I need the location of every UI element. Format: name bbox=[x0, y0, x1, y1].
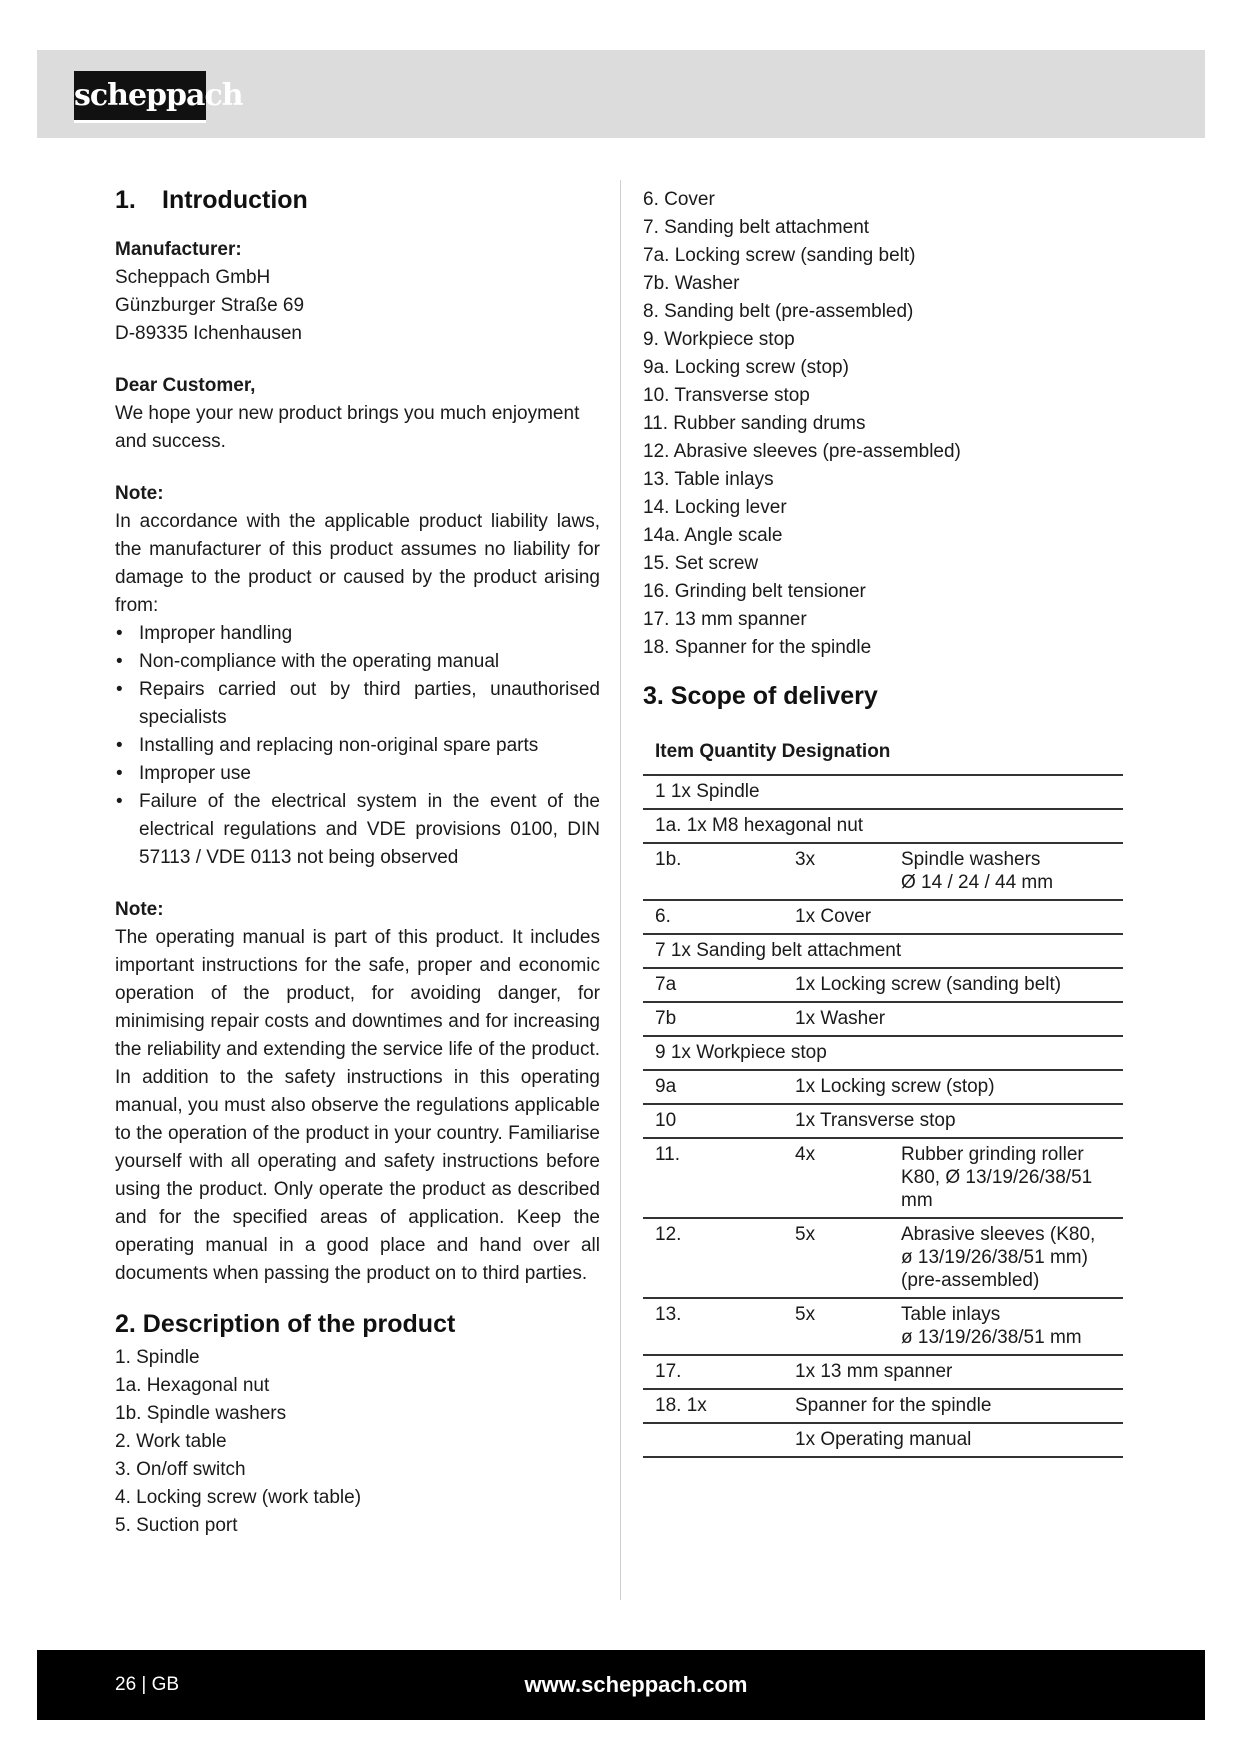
note-label: Note: bbox=[115, 899, 164, 920]
note-label: Note: bbox=[115, 483, 164, 504]
scope-table-header: Item Quantity Designation bbox=[643, 738, 1123, 776]
footer-bar bbox=[37, 1650, 1205, 1720]
product-parts-list-continued bbox=[643, 186, 1123, 662]
list-item: • Repairs carried out by third parties, unauthorised specialists bbox=[115, 676, 600, 732]
liability-note-text: In accordance with the applicable product liability laws, the manufacturer of this product assumes no liability for damage to the product or caused by the product arising from: bbox=[115, 511, 600, 616]
list-item: 12. Abrasive sleeves (pre-assembled) bbox=[643, 441, 961, 462]
list-item: 1. Spindle bbox=[115, 1347, 200, 1368]
operating-manual-note-text: The operating manual is part of this product. It includes important instructions for the safe, proper and economic operation of the product, for avoiding danger, for minimising repair costs and downtimes and for increasing the reliability and extending the service life of the product. In addition to the safety instructions in this operating manual, you must also observe the regulations applicable to the operation of the product in your country. Familiarise yourself with all operating and safety instructions before using the product. Only operate the product as described and for the specified areas of application. Keep the operating manual in a good place and hand over all documents when passing the product on to third parties. bbox=[115, 927, 600, 1284]
list-item: 1a. Hexagonal nut bbox=[115, 1375, 270, 1396]
column-divider bbox=[620, 180, 621, 1600]
section-1-heading: 1. Introduction bbox=[115, 186, 308, 214]
manufacturer-label: Manufacturer: bbox=[115, 239, 242, 260]
list-item: • Improper use bbox=[115, 760, 600, 788]
list-item: 7a. Locking screw (sanding belt) bbox=[643, 245, 916, 266]
list-item: • Failure of the electrical system in the event of the electrical regulations and VDE provisions 0100, DIN 57113 / VDE 0113 not being observed bbox=[115, 788, 600, 872]
table-row: 17. 1x 13 mm spanner bbox=[643, 1355, 1123, 1389]
table-row: 13. 5x Table inlays ø 13/19/26/38/51 mm bbox=[643, 1298, 1123, 1355]
list-item: 7. Sanding belt attachment bbox=[643, 217, 870, 238]
dear-customer-text: We hope your new product brings you much enjoyment and success. bbox=[115, 403, 580, 452]
table-row: 12. 5x Abrasive sleeves (K80, ø 13/19/26/38/51 mm) (pre-assembled) bbox=[643, 1218, 1123, 1298]
table-row: 7b 1x Washer bbox=[643, 1002, 1123, 1036]
table-row: 1b. 3x Spindle washers Ø 14 / 24 / 44 mm bbox=[643, 843, 1123, 900]
list-item: 5. Suction port bbox=[115, 1515, 238, 1536]
table-row: 9 1x Workpiece stop bbox=[643, 1036, 1123, 1070]
scope-of-delivery-table bbox=[643, 776, 1123, 1458]
list-item: 15. Set screw bbox=[643, 553, 759, 574]
list-item: 9a. Locking screw (stop) bbox=[643, 357, 849, 378]
list-item: 11. Rubber sanding drums bbox=[643, 413, 866, 434]
right-column bbox=[643, 186, 1123, 1458]
table-row: 1 1x Spindle bbox=[643, 776, 1123, 809]
list-item: 9. Workpiece stop bbox=[643, 329, 795, 350]
list-item: 17. 13 mm spanner bbox=[643, 609, 807, 630]
table-row: 7a 1x Locking screw (sanding belt) bbox=[643, 968, 1123, 1002]
table-row: 6. 1x Cover bbox=[643, 900, 1123, 934]
page-number: 26 | GB bbox=[115, 1674, 180, 1695]
table-row: 11. 4x Rubber grinding roller K80, Ø 13/19/26/38/51 mm bbox=[643, 1138, 1123, 1218]
table-row: 10 1x Transverse stop bbox=[643, 1104, 1123, 1138]
list-item: 6. Cover bbox=[643, 189, 715, 210]
list-item: • Improper handling bbox=[115, 620, 600, 648]
dear-customer-label: Dear Customer, bbox=[115, 375, 256, 396]
list-item: 13. Table inlays bbox=[643, 469, 774, 490]
section-2-heading: 2. Description of the product bbox=[115, 1310, 456, 1338]
list-item: • Non-compliance with the operating manual bbox=[115, 648, 600, 676]
table-row: 9a 1x Locking screw (stop) bbox=[643, 1070, 1123, 1104]
list-item: 1b. Spindle washers bbox=[115, 1403, 287, 1424]
list-item: 14a. Angle scale bbox=[643, 525, 783, 546]
list-item: 7b. Washer bbox=[643, 273, 740, 294]
list-item: 18. Spanner for the spindle bbox=[643, 637, 872, 658]
table-row: 7 1x Sanding belt attachment bbox=[643, 934, 1123, 968]
list-item: 4. Locking screw (work table) bbox=[115, 1487, 362, 1508]
liability-bullet-list bbox=[115, 620, 600, 872]
list-item: 8. Sanding belt (pre-assembled) bbox=[643, 301, 914, 322]
left-column bbox=[115, 180, 600, 1540]
list-item: 2. Work table bbox=[115, 1431, 227, 1452]
table-row: 18. 1x Spanner for the spindle bbox=[643, 1389, 1123, 1423]
manufacturer-address: Scheppach GmbH Günzburger Straße 69 D-89335 Ichenhausen bbox=[115, 267, 305, 344]
list-item: 3. On/off switch bbox=[115, 1459, 246, 1480]
section-3-heading: 3. Scope of delivery bbox=[643, 682, 878, 710]
list-item: • Installing and replacing non-original spare parts bbox=[115, 732, 600, 760]
product-parts-list bbox=[115, 1344, 600, 1540]
list-item: 10. Transverse stop bbox=[643, 385, 810, 406]
scheppach-logo: scheppach bbox=[74, 71, 206, 123]
table-row: 1x Operating manual bbox=[643, 1423, 1123, 1457]
website-link[interactable]: www.scheppach.com bbox=[524, 1672, 748, 1697]
table-row: 1a. 1x M8 hexagonal nut bbox=[643, 809, 1123, 843]
list-item: 14. Locking lever bbox=[643, 497, 787, 518]
list-item: 16. Grinding belt tensioner bbox=[643, 581, 866, 602]
header-bar bbox=[37, 50, 1205, 138]
